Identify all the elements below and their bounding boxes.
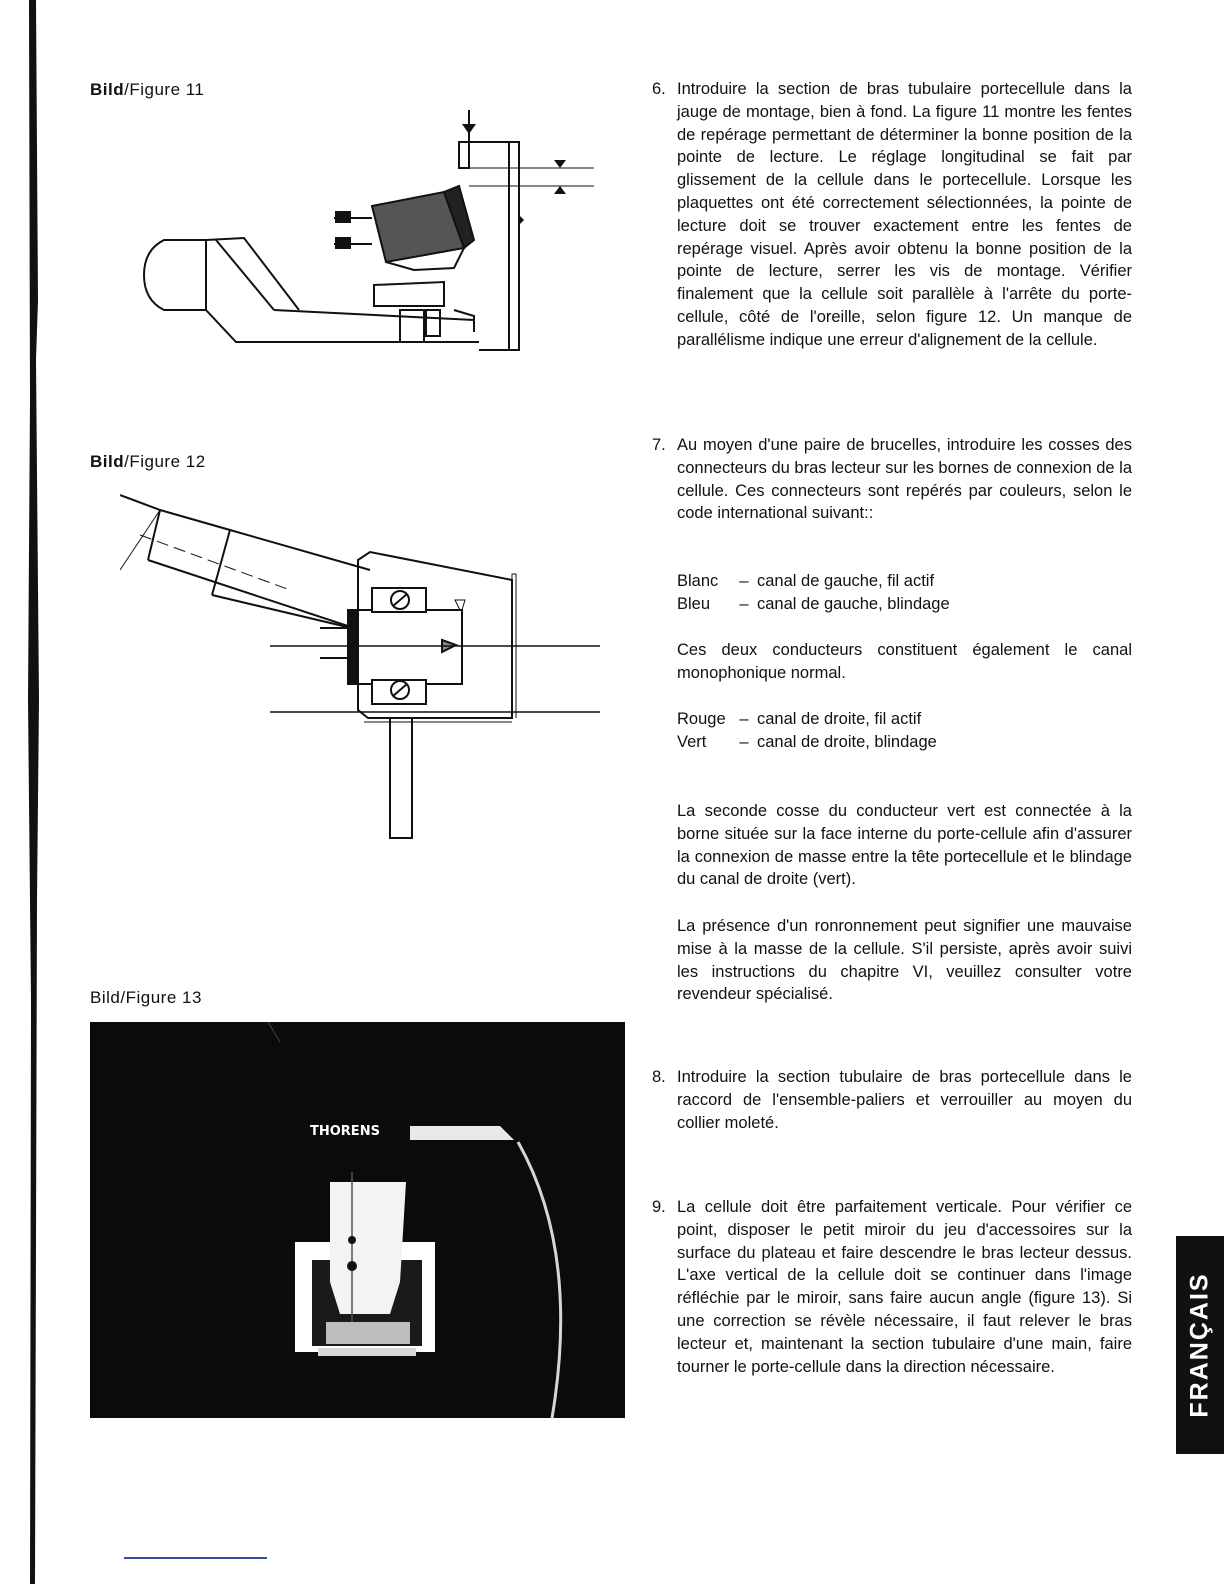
step-8-number: 8. — [652, 1068, 666, 1086]
color-name: Vert — [677, 732, 707, 751]
step-8 — [652, 1066, 1132, 1134]
color-code-left — [677, 570, 1132, 616]
figure-12-caption — [90, 452, 206, 472]
color-name: Bleu — [677, 594, 711, 613]
step-6-number: 6. — [652, 80, 666, 98]
color-row-rouge — [677, 708, 1132, 731]
figure-11-caption — [90, 80, 204, 100]
color-desc: canal de gauche, fil actif — [757, 572, 935, 590]
figure-13-caption — [90, 988, 202, 1008]
figure-11-label-prefix: Bild — [90, 80, 125, 99]
figure-12-label-prefix: Bild — [90, 452, 125, 471]
figure-12-label: /Figure 12 — [124, 452, 206, 471]
color-row-vert — [677, 731, 1132, 754]
language-tab-label: FRANÇAIS — [1185, 1272, 1214, 1418]
color-desc: canal de droite, blindage — [757, 732, 937, 751]
color-dash: – — [739, 732, 749, 751]
language-tab-francais — [1176, 1236, 1224, 1454]
color-dash: – — [739, 594, 749, 613]
color-name: Blanc — [677, 572, 719, 590]
step-7 — [652, 434, 1132, 525]
thorens-brand-text: THORENS — [310, 1124, 380, 1139]
figure-12-diagram — [120, 490, 610, 850]
color-desc: canal de gauche, blindage — [757, 594, 950, 613]
color-dash: – — [739, 710, 749, 728]
mono-note: Ces deux conducteurs constituent également le canal monophonique normal. — [677, 641, 1132, 682]
step-6 — [652, 78, 1132, 352]
scan-edge-bar — [28, 0, 40, 1584]
step-8-text: Introduire la section tubulaire de bras portecellule dans le raccord de l'ensemble-paliers et verrouiller au moyen du collier moleté. — [677, 1068, 1132, 1132]
hum-note: La présence d'un ronronnement peut signifier une mauvaise mise à la masse de la cellule. S'il persiste, après avoir suivi les instructions du chapitre VI, veuillez consulter votre revendeur spécialisé. — [677, 917, 1132, 1004]
step-7-number: 7. — [652, 436, 666, 454]
cartridge-body — [330, 1182, 406, 1314]
figure-13-label: /Figure 13 — [120, 988, 202, 1007]
figure-11-label: /Figure 11 — [124, 80, 205, 99]
figure-11-diagram — [124, 110, 604, 360]
color-code-right — [677, 708, 1132, 754]
color-row-blanc — [677, 570, 1132, 593]
step-9-text: La cellule doit être parfaitement verticale. Pour vérifier ce point, disposer le petit miroir du jeu d'accessoires sur la surface du plateau et faire descendre le bras lecteur dessus. L'axe vertical de la cellule doit se continuer dans l'image réfléchie par le miroir, sans faire aucun angle (figure 13). Si une correction se révèle nécessaire, il faut relever le bras lecteur et, maintenant la section tubulaire d'une main, faire tourner le porte-cellule dans la direction nécessaire. — [677, 1198, 1132, 1376]
color-row-bleu — [677, 593, 1132, 616]
step-7-text: Au moyen d'une paire de brucelles, introduire les cosses des connecteurs du bras lecteur sur les bornes de connexion de la cellule. Ces connecteurs sont repérés par couleurs, selon le code international suivant:: — [677, 436, 1132, 523]
ground-note: La seconde cosse du conducteur vert est connectée à la borne située sur la face interne du porte-cellule afin d'assurer la connexion de masse entre la tête portecellule et le blindage du canal de droite (vert). — [677, 802, 1132, 889]
bottom-rule — [124, 1557, 267, 1559]
color-desc: canal de droite, fil actif — [757, 710, 922, 728]
color-name: Rouge — [677, 710, 726, 728]
figure-13-label-prefix: Bild — [90, 988, 121, 1007]
color-dash: – — [739, 572, 749, 590]
step-6-text: Introduire la section de bras tubulaire portecellule dans la jauge de montage, bien à fond. La figure 11 montre les fentes de repérage permettant de déterminer la bonne position de la pointe de lecture. Le réglage longitudinal se fait par glissement de la cellule dans le portecellule. Lorsque les plaquettes ont été correctement sélectionnées, la pointe de lecture doit se trouver exactement entre les fentes de repérage visuel. Après avoir obtenu la bonne position de la pointe de lecture, serrer les vis de montage. Vérifier finalement que la cellule soit parallèle à l'arrête du porte-cellule, côté de l'oreille, selon figure 12. Un manque de parallélisme indique une erreur d'alignement de la cellule. — [677, 80, 1132, 349]
headshell-finger-lift — [410, 1126, 500, 1140]
figure-13-photo — [90, 1022, 625, 1418]
step-9-number: 9. — [652, 1198, 666, 1216]
step-9 — [652, 1196, 1132, 1378]
